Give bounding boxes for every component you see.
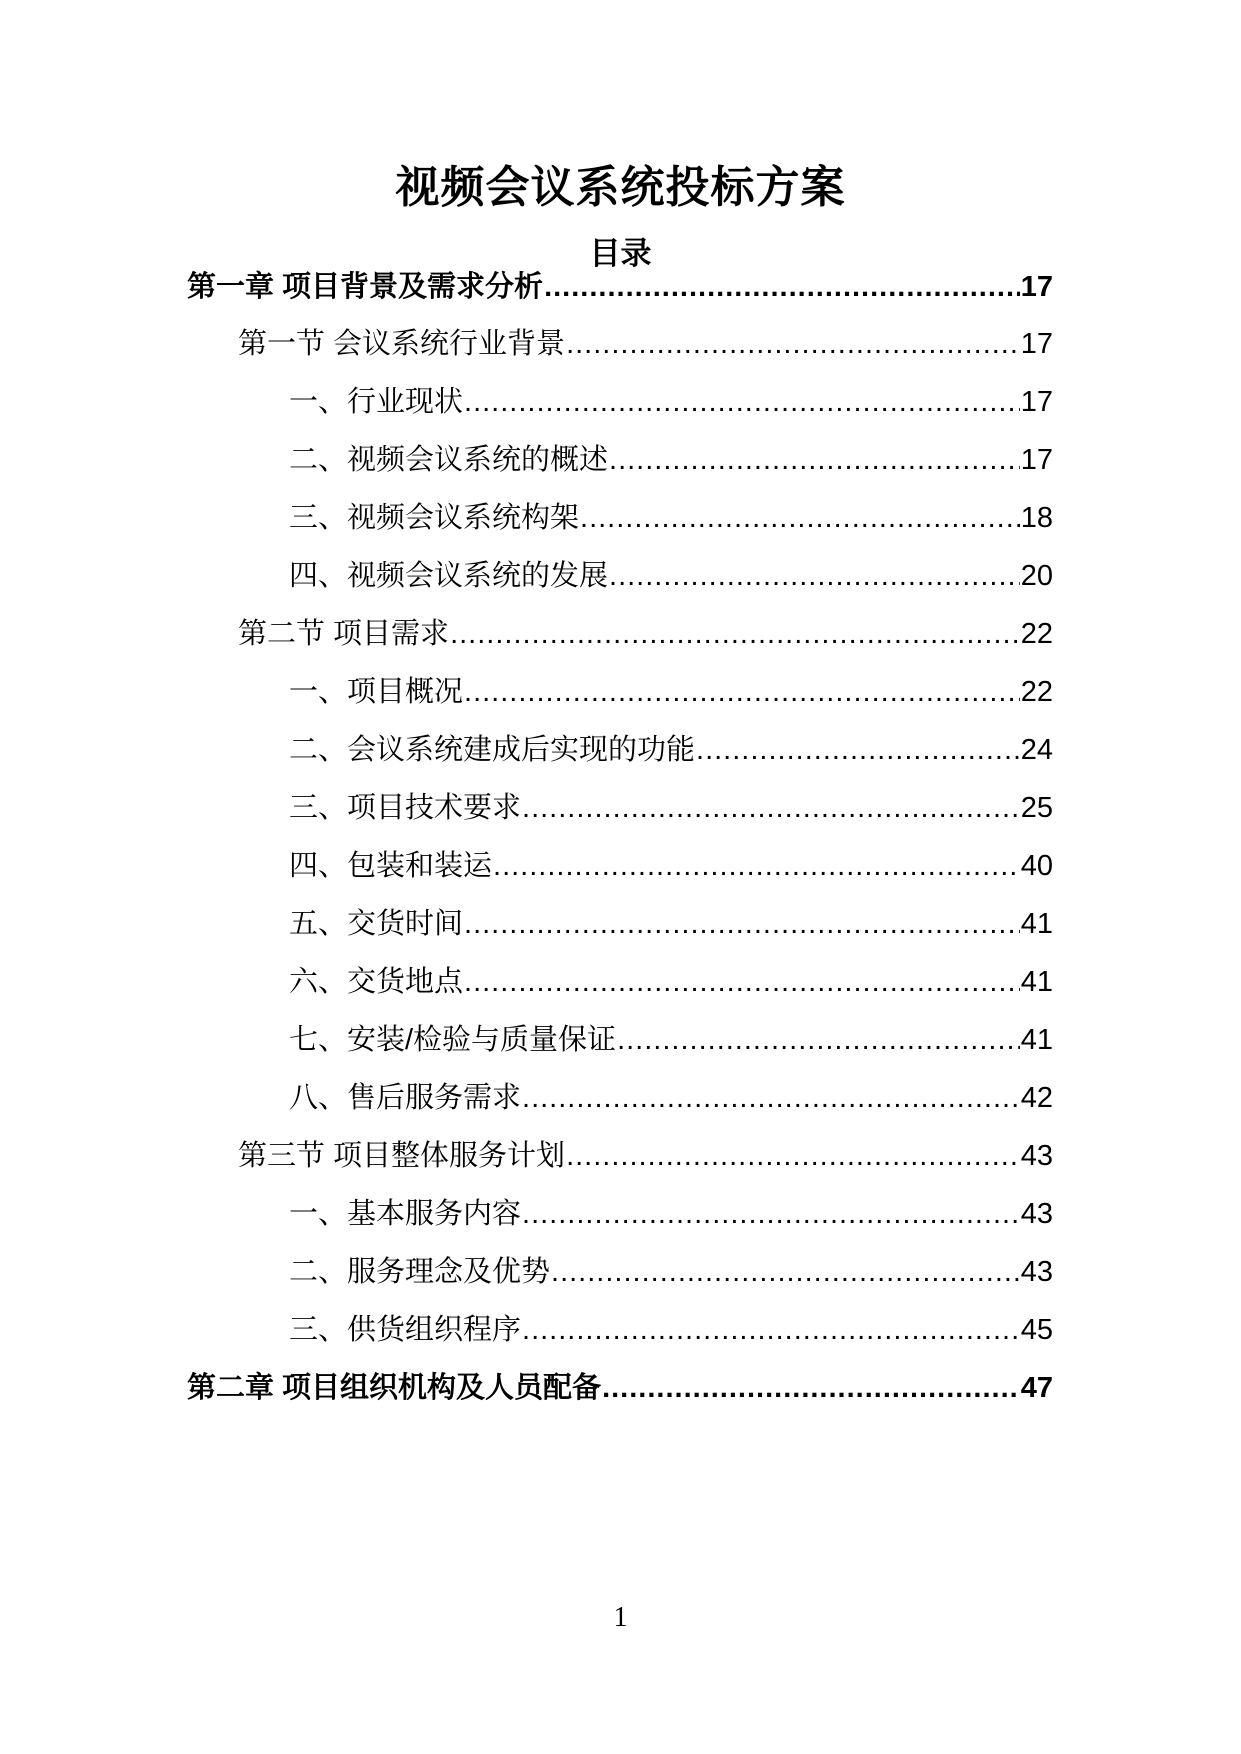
toc-entry-page: 20 xyxy=(1020,560,1053,592)
toc-entry-page: 24 xyxy=(1020,734,1053,766)
toc-entry[interactable] xyxy=(289,960,1053,1004)
toc-entry[interactable] xyxy=(289,844,1053,888)
toc-entry-text: 二、服务理念及优势 xyxy=(289,1256,551,1288)
document-title: 视频会议系统投标方案 xyxy=(395,163,846,212)
toc-leader xyxy=(551,1250,1020,1294)
toc-entry-page: 17 xyxy=(1020,444,1053,476)
toc-entry-page: 41 xyxy=(1020,966,1053,998)
toc-entry-page: 25 xyxy=(1020,792,1053,824)
toc-entry[interactable] xyxy=(289,380,1053,424)
toc-heading: 目录 xyxy=(589,236,652,271)
toc-entry-text: 第二章 项目组织机构及人员配备 xyxy=(187,1372,602,1404)
toc-entry-page: 18 xyxy=(1020,502,1053,534)
toc-entry[interactable] xyxy=(289,1018,1053,1062)
toc-entry-page: 17 xyxy=(1020,271,1053,303)
toc-entry-text: 七、安装/检验与质量保证 xyxy=(289,1024,617,1056)
toc-entry[interactable] xyxy=(289,902,1053,946)
toc-entry[interactable] xyxy=(289,554,1053,598)
toc-entry-page: 47 xyxy=(1020,1372,1053,1404)
toc-leader xyxy=(522,1076,1020,1120)
toc-entry-text: 一、行业现状 xyxy=(289,386,464,418)
toc-entry-page: 42 xyxy=(1020,1082,1053,1114)
toc-entry-page: 40 xyxy=(1020,850,1053,882)
toc-leader xyxy=(464,670,1020,714)
toc-entry[interactable] xyxy=(289,1192,1053,1236)
toc-leader xyxy=(464,902,1020,946)
toc-entry-page: 41 xyxy=(1020,908,1053,940)
toc-leader xyxy=(580,496,1020,540)
toc-entry-page: 41 xyxy=(1020,1024,1053,1056)
toc-leader xyxy=(522,786,1020,830)
toc-leader xyxy=(544,265,1020,309)
toc-entry-text: 八、售后服务需求 xyxy=(289,1082,522,1114)
toc-entry-page: 22 xyxy=(1020,676,1053,708)
toc-entry-text: 第二节 项目需求 xyxy=(238,618,450,650)
toc-entry[interactable] xyxy=(238,1134,1053,1178)
toc-entry[interactable] xyxy=(289,1076,1053,1120)
toc-entry-text: 三、视频会议系统构架 xyxy=(289,502,580,534)
toc-entry[interactable] xyxy=(187,265,1053,309)
toc-leader xyxy=(566,1134,1020,1178)
toc-entry-text: 五、交货时间 xyxy=(289,908,464,940)
toc-leader xyxy=(522,1308,1020,1352)
toc-leader xyxy=(566,322,1020,366)
toc-entry[interactable] xyxy=(238,612,1053,656)
toc-entry-text: 三、供货组织程序 xyxy=(289,1314,522,1346)
toc-entry[interactable] xyxy=(289,728,1053,772)
toc-entry-page: 17 xyxy=(1020,328,1053,360)
toc-entry-text: 一、基本服务内容 xyxy=(289,1198,522,1230)
toc-leader xyxy=(450,612,1020,656)
toc-entry-page: 17 xyxy=(1020,386,1053,418)
toc-leader xyxy=(493,844,1020,888)
toc-leader xyxy=(602,1366,1020,1410)
toc-leader xyxy=(609,438,1020,482)
toc-entry-page: 43 xyxy=(1020,1256,1053,1288)
toc-entry-text: 六、交货地点 xyxy=(289,966,464,998)
toc-entry-text: 第三节 项目整体服务计划 xyxy=(238,1140,566,1172)
toc-entry[interactable] xyxy=(187,1366,1053,1410)
toc-entry-text: 一、项目概况 xyxy=(289,676,464,708)
toc-entry[interactable] xyxy=(289,786,1053,830)
toc-leader xyxy=(464,960,1020,1004)
toc-entry-page: 45 xyxy=(1020,1314,1053,1346)
toc-entry-text: 第一节 会议系统行业背景 xyxy=(238,328,566,360)
toc-entry-page: 22 xyxy=(1020,618,1053,650)
toc-leader xyxy=(609,554,1020,598)
toc-entry[interactable] xyxy=(289,438,1053,482)
toc-entry[interactable] xyxy=(289,496,1053,540)
toc-entry-text: 四、包装和装运 xyxy=(289,850,493,882)
page-number: 1 xyxy=(613,1602,628,1633)
toc-leader xyxy=(696,728,1020,772)
toc-entry-page: 43 xyxy=(1020,1198,1053,1230)
toc-entry[interactable] xyxy=(289,670,1053,714)
toc-entry[interactable] xyxy=(289,1308,1053,1352)
toc-leader xyxy=(617,1018,1020,1062)
toc-entry-text: 第一章 项目背景及需求分析 xyxy=(187,271,544,303)
toc-entry-text: 四、视频会议系统的发展 xyxy=(289,560,609,592)
toc-entry-text: 三、项目技术要求 xyxy=(289,792,522,824)
toc-leader xyxy=(522,1192,1020,1236)
toc-leader xyxy=(464,380,1020,424)
toc-entry-text: 二、视频会议系统的概述 xyxy=(289,444,609,476)
toc-entry-page: 43 xyxy=(1020,1140,1053,1172)
toc-entry[interactable] xyxy=(289,1250,1053,1294)
toc-entry-text: 二、会议系统建成后实现的功能 xyxy=(289,734,696,766)
toc-entry[interactable] xyxy=(238,322,1053,366)
